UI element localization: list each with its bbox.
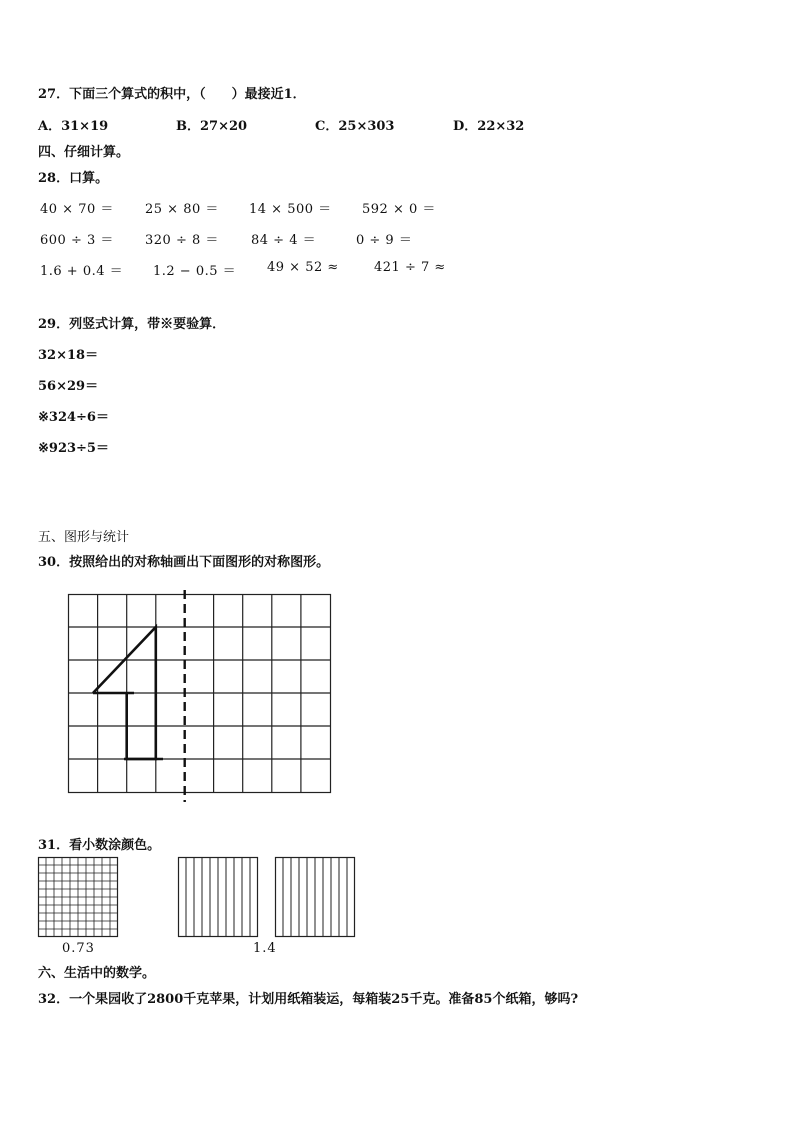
q27-option-b: B．27×20 [176,119,248,134]
tenths-square-1 [178,857,258,937]
hundred-grid-square [38,857,118,937]
q32-stem: 32．一个果园收了2800千克苹果，计划用纸箱装运，每箱装25千克。准备85个纸箱，够吗? [38,992,579,1007]
q27-option-d: D．22×32 [453,119,525,134]
q29-item-1: 32×18＝ [38,348,99,363]
q27-option-a: A．31×19 [38,119,109,134]
q27-option-c: C．25×303 [315,119,395,134]
q29-stem: 29．列竖式计算，带※要验算． [38,317,226,332]
symmetry-grid [68,594,334,804]
oral-item-3-2: 1.2 − 0.5 ＝ [153,264,237,279]
oral-item-1-3: 14 × 500 ＝ [249,202,332,217]
oral-item-1-1: 40 × 70 ＝ [40,202,114,217]
oral-item-3-3: 49 × 52 ≈ [267,260,339,275]
oral-item-2-3: 84 ÷ 4 ＝ [251,233,317,248]
oral-item-2-2: 320 ÷ 8 ＝ [145,233,219,248]
q29-item-2: 56×29＝ [38,379,99,394]
q27-stem: 27．下面三个算式的积中，（ ）最接近1． [38,87,306,102]
oral-item-1-2: 25 × 80 ＝ [145,202,219,217]
oral-item-3-1: 1.6 + 0.4 ＝ [40,264,124,279]
decimal-label-1-4: 1.4 [253,941,277,956]
q28-stem: 28．口算。 [38,171,109,186]
oral-item-1-4: 592 × 0 ＝ [362,202,436,217]
section-4-title: 四、仔细计算。 [38,145,130,160]
section-6-title: 六、生活中的数学。 [38,966,156,981]
decimal-label-0-73: 0.73 [62,941,95,956]
section-5-title: 五、图形与统计 [38,530,130,545]
q30-stem: 30．按照给出的对称轴画出下面图形的对称图形。 [38,555,330,570]
oral-item-2-1: 600 ÷ 3 ＝ [40,233,114,248]
q29-item-3: ※324÷6＝ [38,410,109,425]
oral-item-2-4: 0 ÷ 9 ＝ [356,233,413,248]
q31-stem: 31．看小数涂颜色。 [38,838,161,853]
q29-item-4: ※923÷5＝ [38,441,109,456]
oral-item-3-4: 421 ÷ 7 ≈ [374,260,446,275]
tenths-square-2 [275,857,355,937]
